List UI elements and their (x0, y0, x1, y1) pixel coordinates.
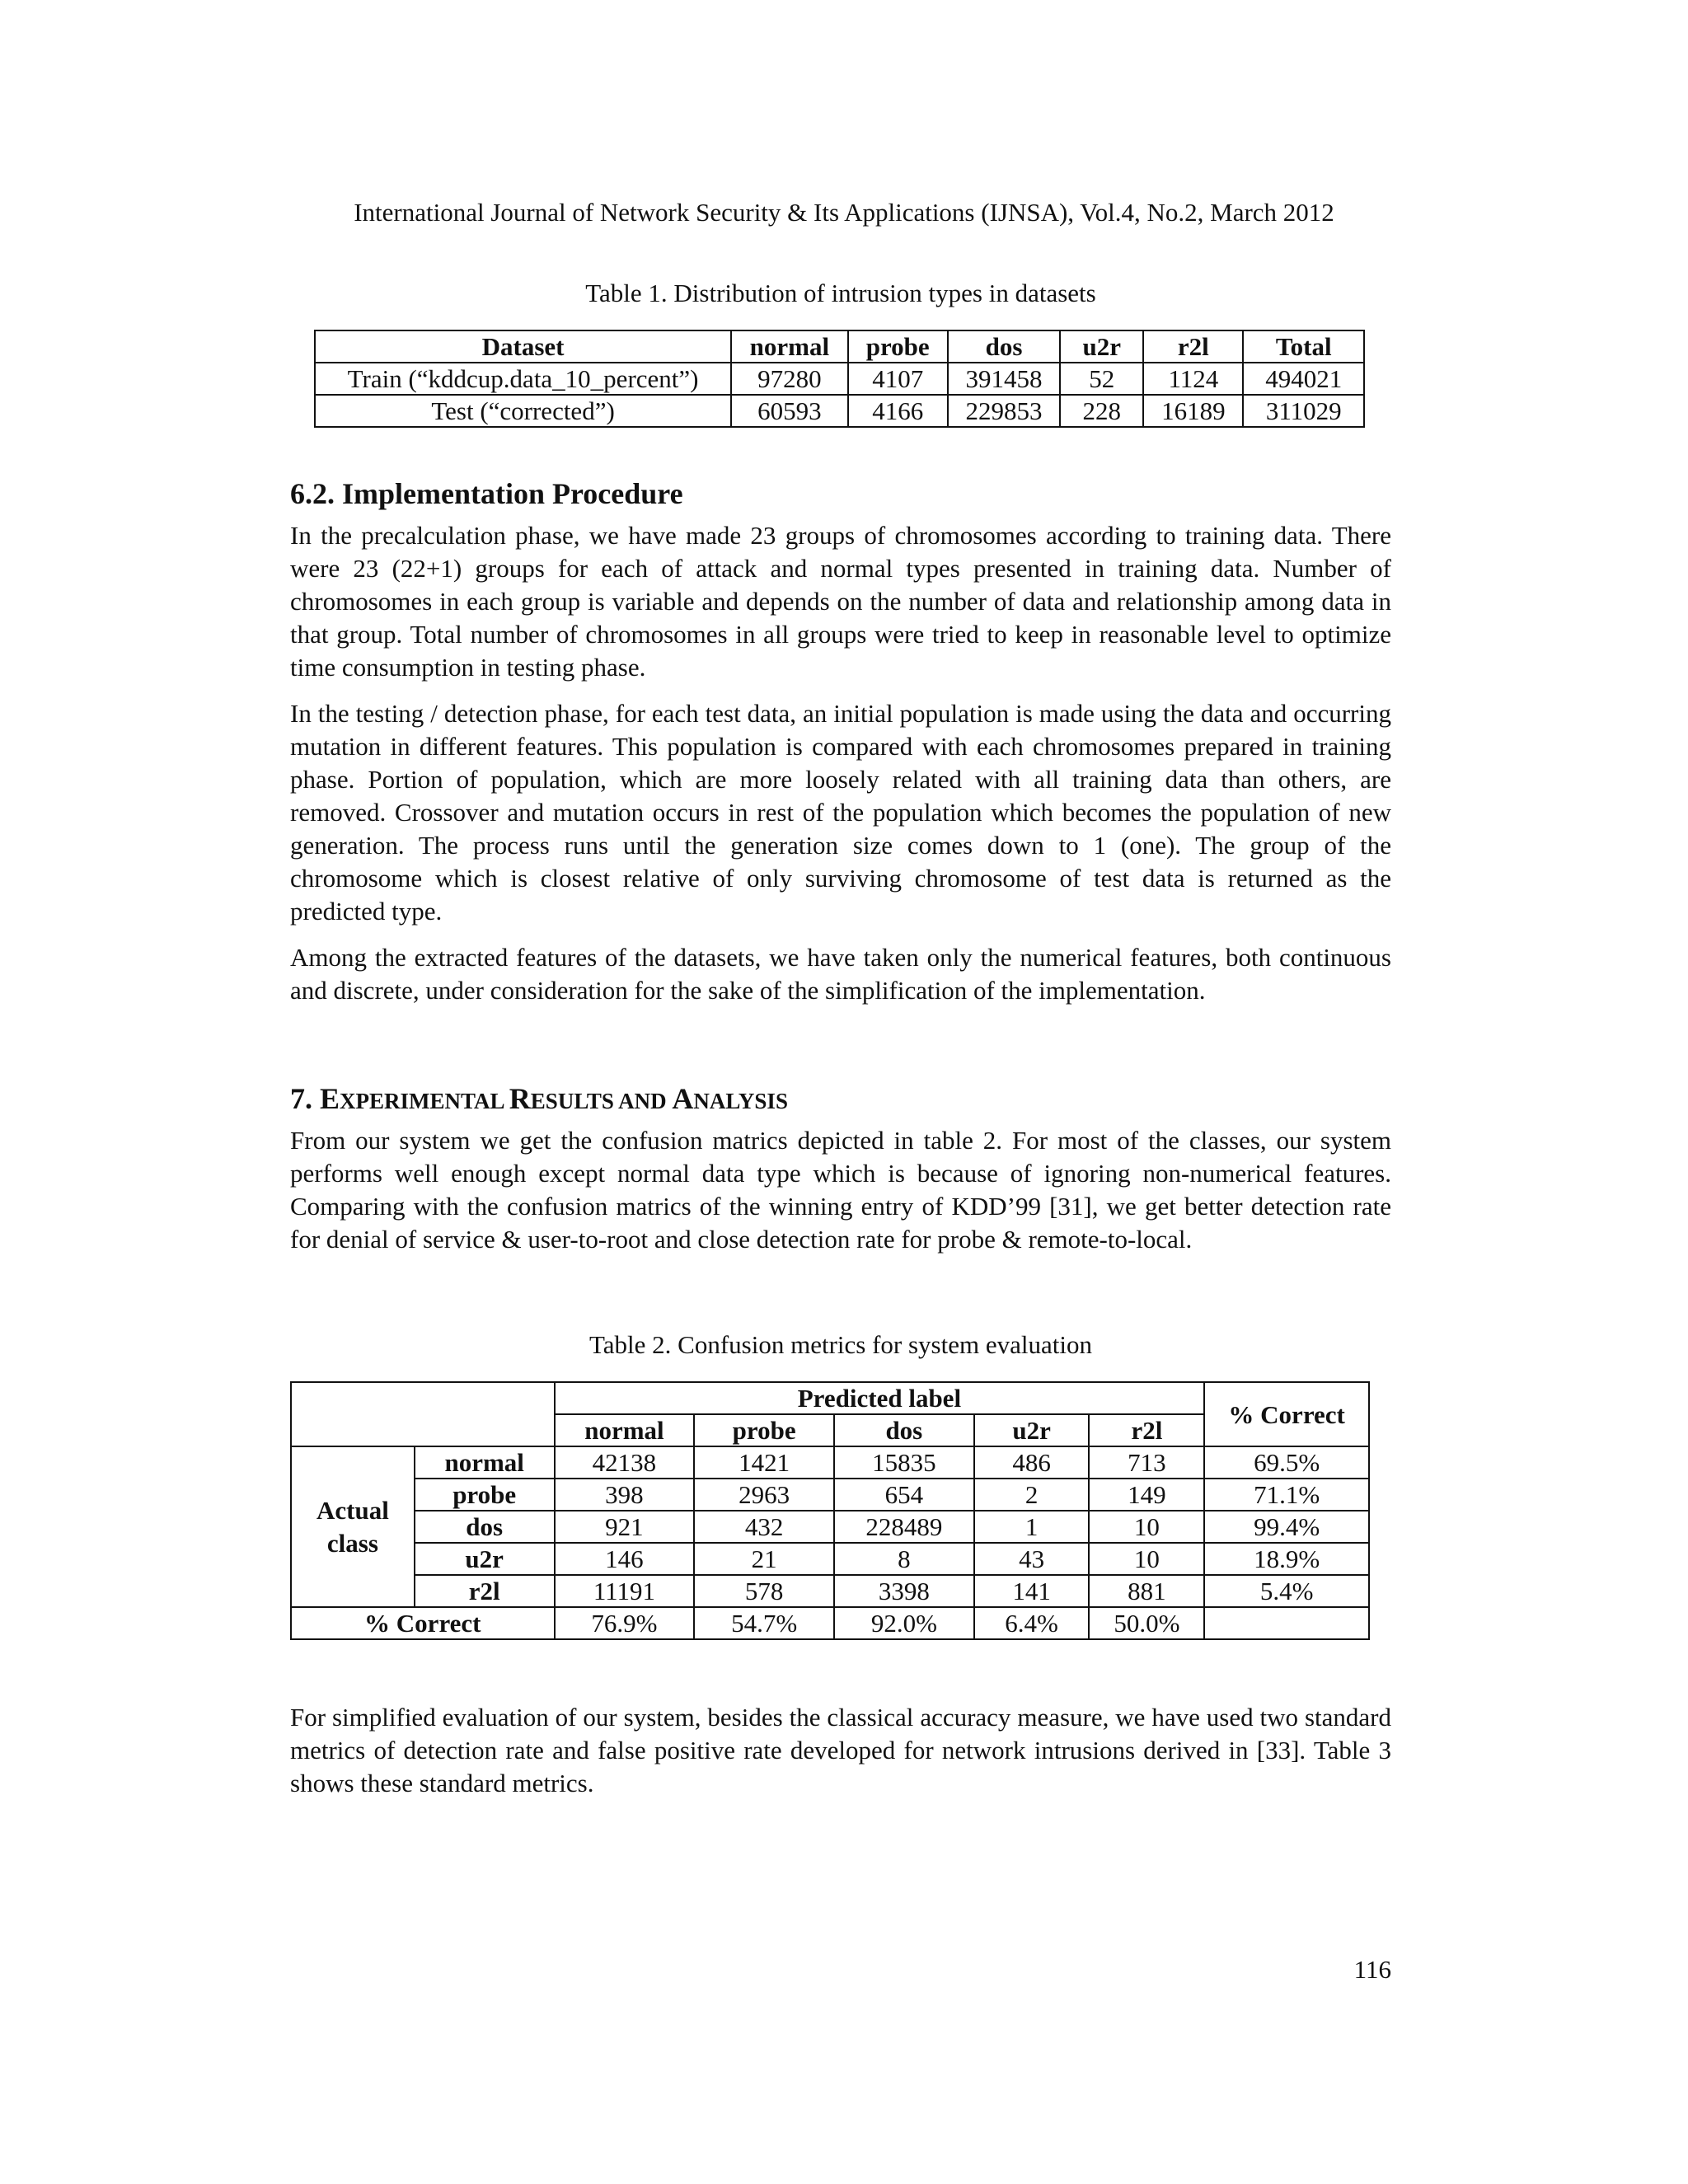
table-cell: 99.4% (1204, 1511, 1369, 1543)
table2-predicted-label: Predicted label (555, 1382, 1205, 1414)
table-cell: 494021 (1243, 363, 1364, 395)
table-cell: 146 (555, 1543, 695, 1575)
table1-col-dataset: Dataset (315, 330, 731, 363)
table-cell: 432 (694, 1511, 834, 1543)
table-cell: 50.0% (1089, 1607, 1204, 1639)
closing-section (290, 1701, 1391, 1800)
title-word-cap: E (320, 1082, 340, 1115)
table-cell: 881 (1089, 1575, 1204, 1607)
table-cell: 4107 (848, 363, 948, 395)
table2 (290, 1381, 1370, 1640)
table-cell: 21 (694, 1543, 834, 1575)
table-cell: 654 (834, 1479, 974, 1511)
paragraph: In the precalculation phase, we have made 23 groups of chromosomes according to training data. There were 23 (22+1) groups for each of attack and normal types presented in training data. Number of chromosomes in each group is variable and depends on the number of data and relationship among data in that group. Total number of chromosomes in all groups were tried to keep in reasonable level to optimize time consumption in testing phase. (290, 521, 1391, 682)
table-row (291, 1479, 1369, 1511)
table-cell: 42138 (555, 1446, 695, 1479)
title-word-rest: XPERIMENTAL (340, 1089, 509, 1113)
table2-corner-cell (291, 1382, 555, 1446)
table2-col-normal: normal (555, 1414, 695, 1446)
table-row (315, 363, 1364, 395)
table-cell: 141 (974, 1575, 1090, 1607)
table1-caption: Table 1. Distribution of intrusion types in datasets (585, 279, 1096, 307)
table-cell: 18.9% (1204, 1543, 1369, 1575)
table-cell: 8 (834, 1543, 974, 1575)
table1-col-r2l: r2l (1143, 330, 1243, 363)
table2-footer-row (291, 1607, 1369, 1639)
table-cell: 52 (1060, 363, 1143, 395)
table-cell: 10 (1089, 1543, 1204, 1575)
table-cell (1204, 1607, 1369, 1639)
table1 (314, 330, 1365, 428)
table-cell: 76.9% (555, 1607, 695, 1639)
table1-header-row (315, 330, 1364, 363)
table-cell: 578 (694, 1575, 834, 1607)
table-cell: 486 (974, 1446, 1090, 1479)
table-cell: 1124 (1143, 363, 1243, 395)
table-cell: 713 (1089, 1446, 1204, 1479)
table-row (291, 1543, 1369, 1575)
table1-col-total: Total (1243, 330, 1364, 363)
paragraph: From our system we get the confusion matrics depicted in table 2. For most of the classes, our system performs well enough except normal data type which is because of ignoring non-numerical features. Comparing with the confusion matrics of the winning entry of KDD’99 [31], we get better detection rate for denial of service & user-to-root and close detection rate for probe & remote-to-local. (290, 1126, 1391, 1254)
table-cell: 1421 (694, 1446, 834, 1479)
table1-col-normal: normal (731, 330, 847, 363)
table-cell: 10 (1089, 1511, 1204, 1543)
table-row (291, 1575, 1369, 1607)
table2-row-label: probe (415, 1479, 555, 1511)
table-cell: 3398 (834, 1575, 974, 1607)
table-cell: 311029 (1243, 395, 1364, 427)
table-cell: 398 (555, 1479, 695, 1511)
table-cell: 97280 (731, 363, 847, 395)
table-cell: 1 (974, 1511, 1090, 1543)
section-7-number: 7. (290, 1082, 320, 1115)
table-cell: 92.0% (834, 1607, 974, 1639)
paragraph: For simplified evaluation of our system, besides the classical accuracy measure, we have used two standard metrics of detection rate and false positive rate developed for network intrusions derived in [33]. Table 3 shows these standard metrics. (290, 1703, 1391, 1797)
paragraph: In the testing / detection phase, for each test data, an initial population is made using the data and occurring mutation in different features. This population is compared with each chromosomes prepared in training phase. Portion of population, which are more loosely related with all training data than others, are removed. Crossover and mutation occurs in rest of the population which becomes the population of new generation. The process runs until the generation size comes down to 1 (one). The group of the chromosome which is closest relative of only surviving chromosome of test data is returned as the predicted type. (290, 699, 1391, 926)
table2-actual-class-label: Actual class (291, 1446, 415, 1607)
journal-header: International Journal of Network Security & Its Applications (IJNSA), Vol.4, No.2, March 2012 (354, 198, 1334, 227)
table-cell: 5.4% (1204, 1575, 1369, 1607)
table2-row-label: normal (415, 1446, 555, 1479)
table-cell: 69.5% (1204, 1446, 1369, 1479)
table-cell: 15835 (834, 1446, 974, 1479)
table2-col-dos: dos (834, 1414, 974, 1446)
table-cell: 43 (974, 1543, 1090, 1575)
table1-col-dos: dos (948, 330, 1060, 363)
table-cell: 391458 (948, 363, 1060, 395)
table-cell: 4166 (848, 395, 948, 427)
table2-row-label: r2l (415, 1575, 555, 1607)
table-cell: 16189 (1143, 395, 1243, 427)
table2-col-u2r: u2r (974, 1414, 1090, 1446)
table-cell: 149 (1089, 1479, 1204, 1511)
table2-correct-header: % Correct (1204, 1382, 1369, 1446)
title-word-rest: ESULTS AND (530, 1089, 673, 1113)
table-cell: 60593 (731, 395, 847, 427)
table2-caption: Table 2. Confusion metrics for system evaluation (589, 1330, 1092, 1359)
table2-col-probe: probe (694, 1414, 834, 1446)
paragraph: Among the extracted features of the datasets, we have taken only the numerical features, both continuous and discrete, under consideration for the sake of the simplification of the implementation. (290, 943, 1391, 1005)
title-word-cap: R (509, 1082, 531, 1115)
table-cell: 6.4% (974, 1607, 1090, 1639)
section-7 (290, 1081, 1391, 1256)
table-cell: 228489 (834, 1511, 974, 1543)
table2-row-label: dos (415, 1511, 555, 1543)
table-cell: 11191 (555, 1575, 695, 1607)
table-cell: 229853 (948, 395, 1060, 427)
title-word-cap: A (672, 1082, 694, 1115)
table-cell: 71.1% (1204, 1479, 1369, 1511)
table-cell: 2963 (694, 1479, 834, 1511)
table1-col-probe: probe (848, 330, 948, 363)
table1-col-u2r: u2r (1060, 330, 1143, 363)
table2-footer-label: % Correct (291, 1607, 555, 1639)
table-cell: 2 (974, 1479, 1090, 1511)
page-number: 116 (1353, 1955, 1391, 1984)
table2-row-label: u2r (415, 1543, 555, 1575)
section-7-title (290, 1081, 1391, 1116)
table-cell: 54.7% (694, 1607, 834, 1639)
section-6-2 (290, 476, 1391, 1007)
table2-col-r2l: r2l (1089, 1414, 1204, 1446)
table-cell: Test (“corrected”) (315, 395, 731, 427)
table-row (291, 1511, 1369, 1543)
table-cell: Train (“kddcup.data_10_percent”) (315, 363, 731, 395)
title-word-rest: NALYSIS (693, 1089, 788, 1113)
table-cell: 921 (555, 1511, 695, 1543)
table2-header-row-1 (291, 1382, 1369, 1414)
table-cell: 228 (1060, 395, 1143, 427)
table-row (291, 1446, 1369, 1479)
section-6-2-title: 6.2. Implementation Procedure (290, 477, 683, 510)
table-row (315, 395, 1364, 427)
